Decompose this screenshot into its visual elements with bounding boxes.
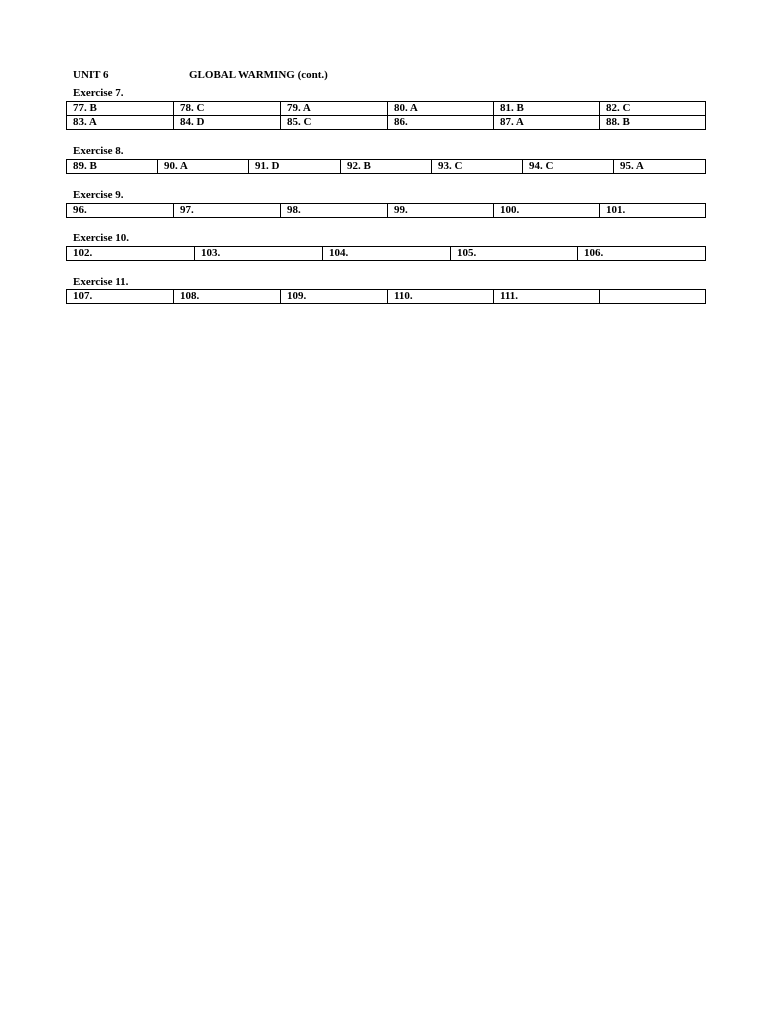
answer-cell: 87. A — [494, 116, 600, 130]
answer-cell: 84. D — [174, 116, 281, 130]
answer-cell: 77. B — [67, 102, 174, 116]
answer-cell: 103. — [195, 247, 323, 261]
answer-cell: 92. B — [341, 160, 432, 174]
answer-cell: 88. B — [600, 116, 706, 130]
answer-cell: 96. — [67, 204, 174, 218]
answer-cell: 80. A — [388, 102, 494, 116]
table-row — [67, 204, 706, 218]
answer-cell: 102. — [67, 247, 195, 261]
answer-cell: 90. A — [158, 160, 249, 174]
answer-cell: 100. — [494, 204, 600, 218]
answer-cell: 99. — [388, 204, 494, 218]
answer-cell: 101. — [600, 204, 706, 218]
answer-cell: 107. — [67, 290, 174, 304]
answer-cell: 106. — [578, 247, 706, 261]
exercise-9-answer-table — [66, 203, 706, 218]
answer-cell: 104. — [323, 247, 451, 261]
exercise-9-label: Exercise 9. — [73, 189, 124, 201]
answer-cell: 98. — [281, 204, 388, 218]
answer-cell: 89. B — [67, 160, 158, 174]
answer-cell: 93. C — [432, 160, 523, 174]
answer-cell: 82. C — [600, 102, 706, 116]
answer-cell — [600, 290, 706, 304]
unit-heading: UNIT 6 — [73, 69, 109, 81]
answer-cell: 86. — [388, 116, 494, 130]
exercise-7-answer-table — [66, 101, 706, 130]
answer-cell: 83. A — [67, 116, 174, 130]
table-row — [67, 102, 706, 116]
answer-cell: 91. D — [249, 160, 341, 174]
topic-heading: GLOBAL WARMING (cont.) — [189, 69, 328, 81]
answer-cell: 111. — [494, 290, 600, 304]
answer-cell: 85. C — [281, 116, 388, 130]
exercise-8-label: Exercise 8. — [73, 145, 124, 157]
answer-cell: 97. — [174, 204, 281, 218]
table-row — [67, 290, 706, 304]
exercise-10-answer-table — [66, 246, 706, 261]
answer-cell: 108. — [174, 290, 281, 304]
answer-cell: 109. — [281, 290, 388, 304]
exercise-10-label: Exercise 10. — [73, 232, 130, 244]
exercise-11-label: Exercise 11. — [73, 276, 129, 288]
answer-cell: 105. — [451, 247, 578, 261]
answer-cell: 110. — [388, 290, 494, 304]
exercise-11-answer-table — [66, 289, 706, 304]
answer-cell: 78. C — [174, 102, 281, 116]
answer-cell: 95. A — [614, 160, 706, 174]
exercise-8-answer-table — [66, 159, 706, 174]
table-row — [67, 116, 706, 130]
table-row — [67, 160, 706, 174]
answer-cell: 94. C — [523, 160, 614, 174]
answer-cell: 81. B — [494, 102, 600, 116]
answer-cell: 79. A — [281, 102, 388, 116]
exercise-7-label: Exercise 7. — [73, 87, 124, 99]
table-row — [67, 247, 706, 261]
